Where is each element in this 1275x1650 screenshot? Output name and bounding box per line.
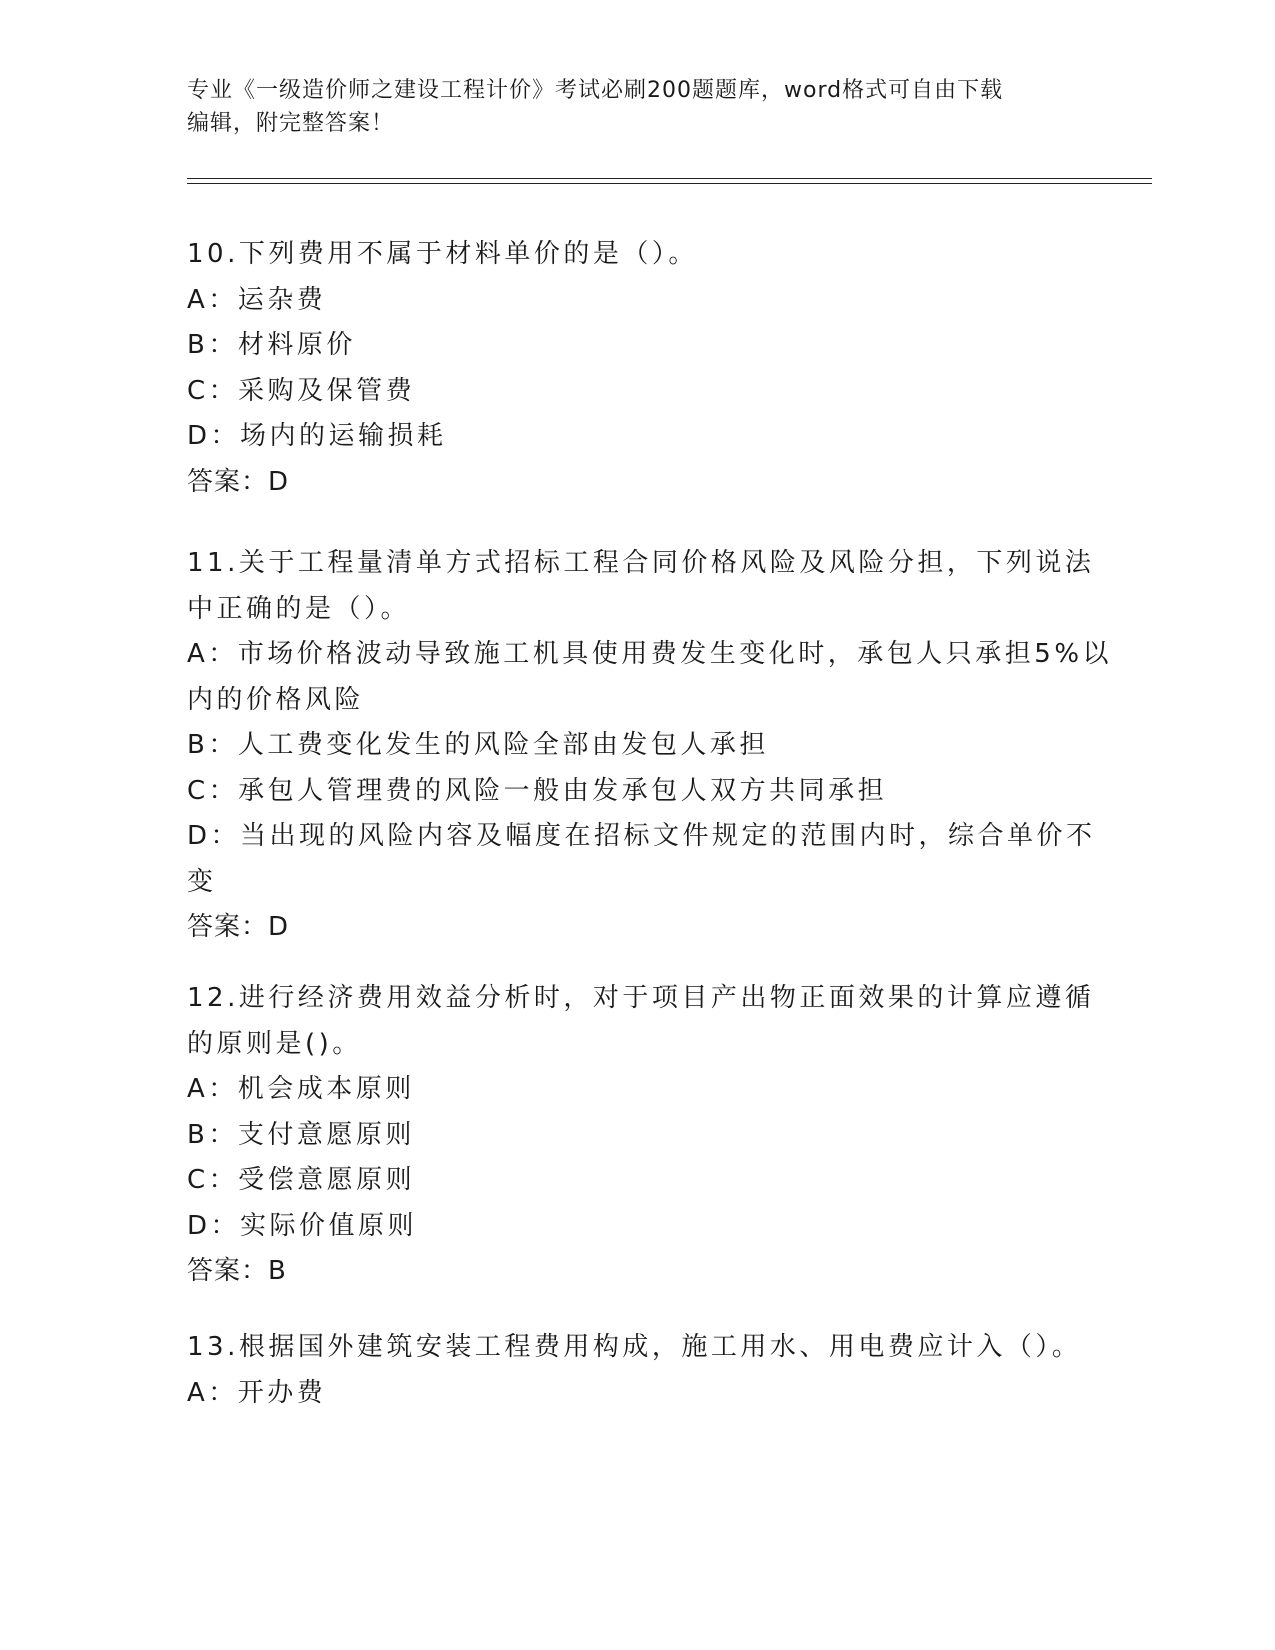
- option-a: A：运杂费: [187, 284, 327, 315]
- question-stem: 13.根据国外建筑安装工程费用构成，施工用水、用电费应计入（）。: [187, 1332, 1082, 1362]
- question-13: [187, 1325, 1087, 1416]
- header-divider-bottom: [187, 183, 1152, 184]
- header-divider-top: [187, 178, 1152, 179]
- option-a-line-2: 内的价格风险: [187, 684, 365, 715]
- question-stem-line-1: 12.进行经济费用效益分析时，对于项目产出物正面效果的计算应遵循: [187, 983, 1095, 1013]
- option-a-line-1: A：市场价格波动导致施工机具使用费发生变化时，承包人只承担5%以: [187, 639, 1113, 669]
- document-header: [187, 74, 1067, 140]
- question-stem-line-2: 中正确的是（）。: [187, 593, 411, 624]
- header-line-1: 专业《一级造价师之建设工程计价》考试必刷200题题库，word格式可自由下载: [187, 78, 1004, 103]
- question-11: [187, 541, 1113, 951]
- option-d: D：场内的运输损耗: [187, 421, 447, 451]
- question-12: [187, 976, 1095, 1295]
- question-10: [187, 232, 1087, 505]
- answer-label: 答案：D: [187, 466, 290, 497]
- answer-label: 答案：B: [187, 1256, 287, 1286]
- option-d-line-1: D：当出现的风险内容及幅度在招标文件规定的范围内时，综合单价不: [187, 821, 1096, 851]
- header-line-2: 编辑，附完整答案！: [187, 111, 395, 136]
- option-a: A：开办费: [187, 1377, 327, 1408]
- question-stem: 10.下列费用不属于材料单价的是（）。: [187, 239, 698, 269]
- option-c: C：受偿意愿原则: [187, 1165, 416, 1195]
- question-stem-line-1: 11.关于工程量清单方式招标工程合同价格风险及风险分担，下列说法: [187, 548, 1095, 578]
- option-b: B：支付意愿原则: [187, 1119, 415, 1150]
- question-stem-line-2: 的原则是()。: [187, 1028, 362, 1059]
- option-d: D：实际价值原则: [187, 1210, 418, 1241]
- option-b: B：材料原价: [187, 330, 356, 360]
- answer-label: 答案：D: [187, 912, 290, 942]
- option-c: C：采购及保管费: [187, 375, 416, 406]
- option-d-line-2: 变: [187, 866, 217, 897]
- option-c: C：承包人管理费的风险一般由发承包人双方共同承担: [187, 775, 888, 806]
- option-a: A：机会成本原则: [187, 1074, 415, 1104]
- option-b: B：人工费变化发生的风险全部由发包人承担: [187, 730, 769, 760]
